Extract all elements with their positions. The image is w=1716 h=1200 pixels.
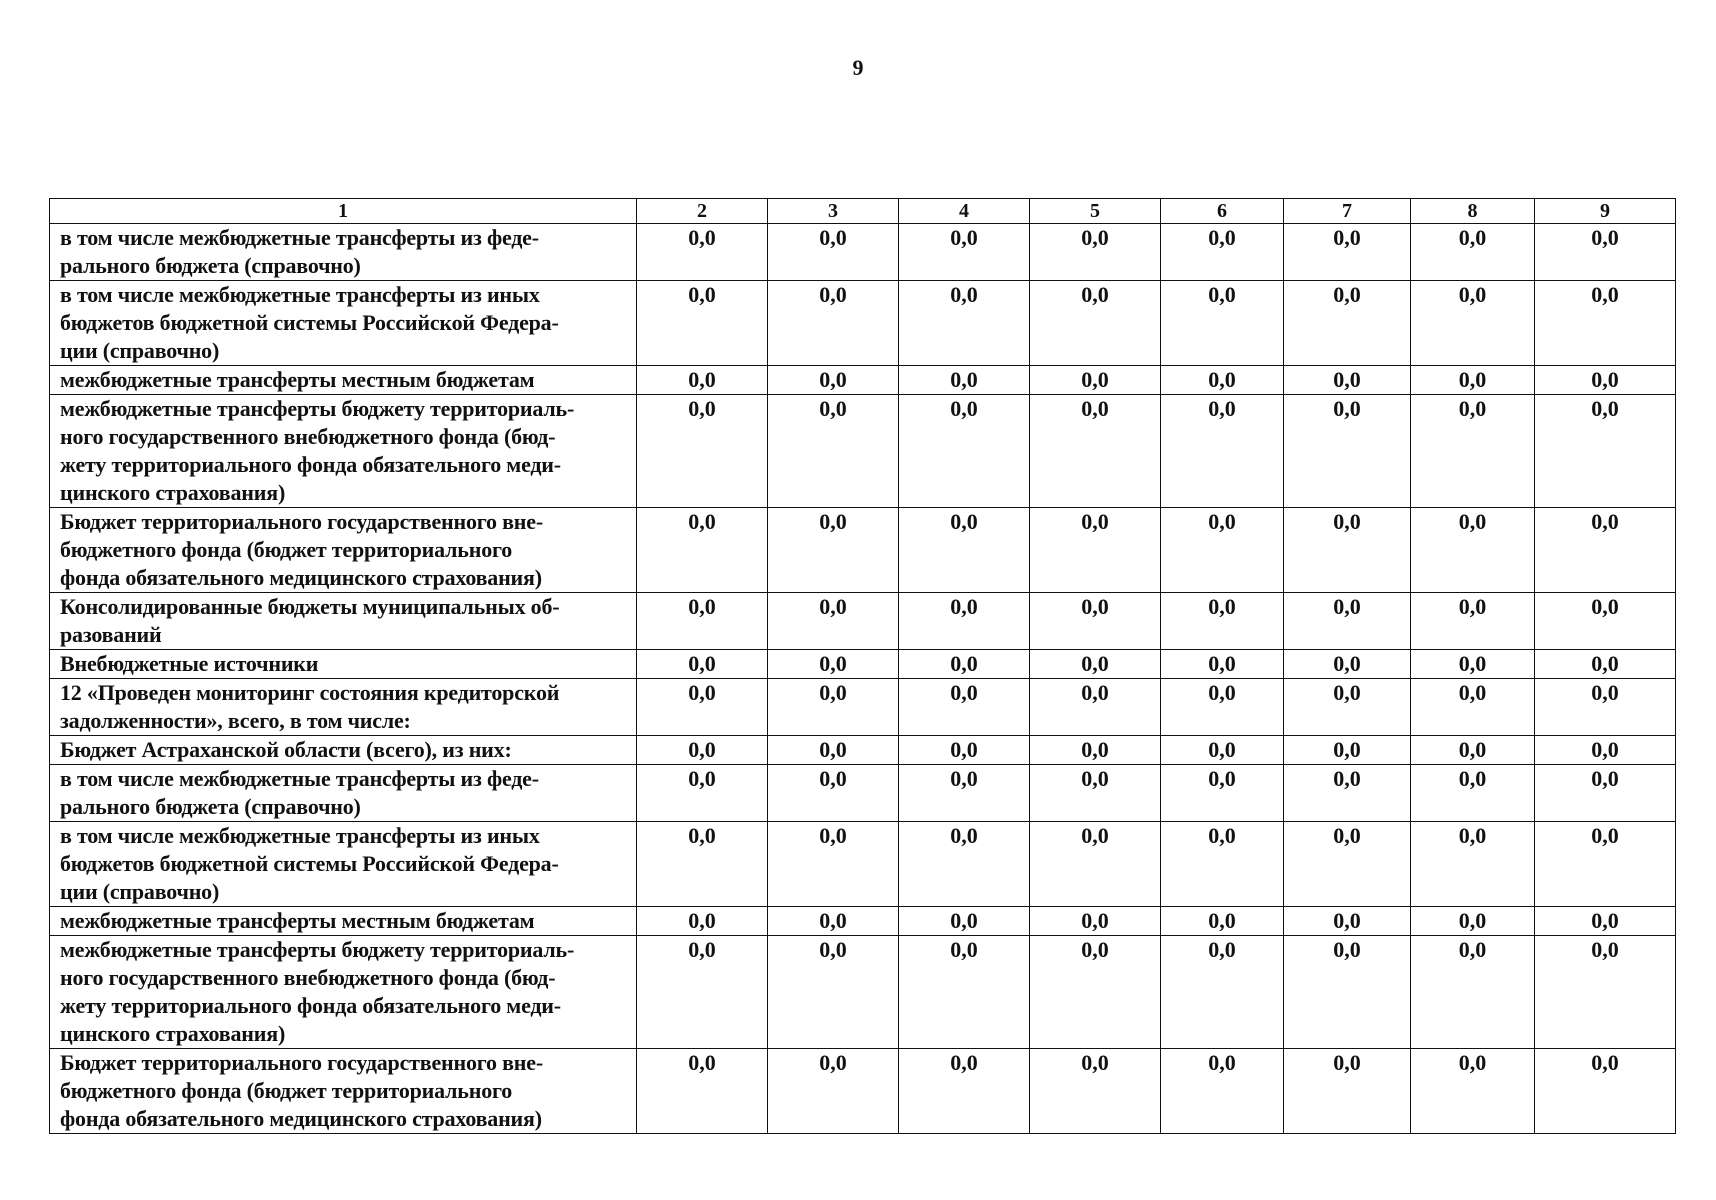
value-cell: 0,0 bbox=[1030, 736, 1161, 765]
row-label-line: рального бюджета (справочно) bbox=[60, 253, 361, 278]
row-label-line: межбюджетные трансферты местным бюджетам bbox=[60, 367, 535, 392]
value-cell: 0,0 bbox=[1535, 366, 1676, 395]
row-label-line: ции (справочно) bbox=[60, 879, 220, 904]
row-label-line: в том числе межбюджетные трансферты из иных bbox=[60, 823, 540, 848]
row-label-line: Бюджет Астраханской области (всего), из них: bbox=[60, 737, 512, 762]
value-cell: 0,0 bbox=[768, 366, 899, 395]
value-cell: 0,0 bbox=[1030, 395, 1161, 508]
value-cell: 0,0 bbox=[1030, 936, 1161, 1049]
row-label-line: бюджетов бюджетной системы Российской Федера- bbox=[60, 310, 559, 335]
value-cell: 0,0 bbox=[1284, 765, 1411, 822]
value-cell: 0,0 bbox=[768, 765, 899, 822]
value-cell: 0,0 bbox=[1161, 907, 1284, 936]
value-cell: 0,0 bbox=[1411, 395, 1535, 508]
row-label-cell bbox=[50, 650, 637, 679]
value-cell: 0,0 bbox=[899, 650, 1030, 679]
row-label-line: задолженности», всего, в том числе: bbox=[60, 708, 411, 733]
table-row bbox=[50, 679, 1676, 736]
value-cell: 0,0 bbox=[1284, 822, 1411, 907]
row-label-line: цинского страхования) bbox=[60, 480, 286, 505]
row-label-line: в том числе межбюджетные трансферты из феде- bbox=[60, 225, 539, 250]
row-label-line: межбюджетные трансферты местным бюджетам bbox=[60, 908, 535, 933]
row-label-line: Бюджет территориального государственного вне- bbox=[60, 1050, 543, 1075]
value-cell: 0,0 bbox=[1284, 679, 1411, 736]
row-label-line: жету территориального фонда обязательного меди- bbox=[60, 993, 561, 1018]
value-cell: 0,0 bbox=[637, 224, 768, 281]
row-label-line: Консолидированные бюджеты муниципальных об- bbox=[60, 594, 560, 619]
table-row bbox=[50, 593, 1676, 650]
table-row bbox=[50, 224, 1676, 281]
column-header: 1 bbox=[50, 199, 637, 224]
value-cell: 0,0 bbox=[637, 936, 768, 1049]
value-cell: 0,0 bbox=[1030, 650, 1161, 679]
value-cell: 0,0 bbox=[637, 366, 768, 395]
row-label-line: рального бюджета (справочно) bbox=[60, 794, 361, 819]
row-label-cell bbox=[50, 1049, 637, 1134]
value-cell: 0,0 bbox=[637, 907, 768, 936]
value-cell: 0,0 bbox=[1411, 593, 1535, 650]
row-label-cell bbox=[50, 936, 637, 1049]
value-cell: 0,0 bbox=[1161, 366, 1284, 395]
value-cell: 0,0 bbox=[1411, 224, 1535, 281]
value-cell: 0,0 bbox=[1411, 736, 1535, 765]
row-label-cell bbox=[50, 822, 637, 907]
value-cell: 0,0 bbox=[1535, 679, 1676, 736]
row-label-line: межбюджетные трансферты бюджету территориаль- bbox=[60, 937, 575, 962]
value-cell: 0,0 bbox=[1535, 822, 1676, 907]
value-cell: 0,0 bbox=[637, 281, 768, 366]
table-row bbox=[50, 822, 1676, 907]
table-row bbox=[50, 366, 1676, 395]
value-cell: 0,0 bbox=[637, 1049, 768, 1134]
value-cell: 0,0 bbox=[899, 765, 1030, 822]
value-cell: 0,0 bbox=[1411, 366, 1535, 395]
row-label-cell bbox=[50, 395, 637, 508]
row-label-cell bbox=[50, 508, 637, 593]
row-label-line: фонда обязательного медицинского страхования) bbox=[60, 565, 542, 590]
row-label-cell bbox=[50, 736, 637, 765]
value-cell: 0,0 bbox=[1284, 650, 1411, 679]
value-cell: 0,0 bbox=[768, 224, 899, 281]
column-header: 5 bbox=[1030, 199, 1161, 224]
row-label-line: бюджетного фонда (бюджет территориального bbox=[60, 537, 513, 562]
value-cell: 0,0 bbox=[1284, 736, 1411, 765]
value-cell: 0,0 bbox=[768, 281, 899, 366]
column-number-row bbox=[50, 199, 1676, 224]
value-cell: 0,0 bbox=[1535, 1049, 1676, 1134]
value-cell: 0,0 bbox=[768, 395, 899, 508]
value-cell: 0,0 bbox=[637, 822, 768, 907]
value-cell: 0,0 bbox=[1161, 508, 1284, 593]
row-label-line: Внебюджетные источники bbox=[60, 651, 319, 676]
row-label-cell bbox=[50, 907, 637, 936]
value-cell: 0,0 bbox=[1284, 593, 1411, 650]
value-cell: 0,0 bbox=[768, 936, 899, 1049]
value-cell: 0,0 bbox=[1411, 508, 1535, 593]
table-row bbox=[50, 281, 1676, 366]
row-label-line: ции (справочно) bbox=[60, 338, 220, 363]
value-cell: 0,0 bbox=[1030, 1049, 1161, 1134]
value-cell: 0,0 bbox=[1284, 936, 1411, 1049]
value-cell: 0,0 bbox=[1411, 679, 1535, 736]
row-label-cell bbox=[50, 765, 637, 822]
value-cell: 0,0 bbox=[1284, 395, 1411, 508]
row-label-line: разований bbox=[60, 622, 162, 647]
value-cell: 0,0 bbox=[899, 508, 1030, 593]
table-row bbox=[50, 508, 1676, 593]
row-label-line: 12 «Проведен мониторинг состояния кредиторской bbox=[60, 680, 560, 705]
value-cell: 0,0 bbox=[1535, 224, 1676, 281]
value-cell: 0,0 bbox=[637, 765, 768, 822]
value-cell: 0,0 bbox=[1284, 907, 1411, 936]
value-cell: 0,0 bbox=[1161, 281, 1284, 366]
row-label-cell bbox=[50, 679, 637, 736]
value-cell: 0,0 bbox=[1535, 936, 1676, 1049]
row-label-cell bbox=[50, 224, 637, 281]
table-row bbox=[50, 936, 1676, 1049]
column-header: 9 bbox=[1535, 199, 1676, 224]
column-header: 2 bbox=[637, 199, 768, 224]
column-header: 6 bbox=[1161, 199, 1284, 224]
budget-table bbox=[49, 198, 1676, 1134]
value-cell: 0,0 bbox=[1284, 224, 1411, 281]
value-cell: 0,0 bbox=[1535, 765, 1676, 822]
table-row bbox=[50, 395, 1676, 508]
value-cell: 0,0 bbox=[1411, 822, 1535, 907]
value-cell: 0,0 bbox=[1161, 224, 1284, 281]
value-cell: 0,0 bbox=[1161, 395, 1284, 508]
value-cell: 0,0 bbox=[1030, 907, 1161, 936]
value-cell: 0,0 bbox=[899, 1049, 1030, 1134]
value-cell: 0,0 bbox=[637, 650, 768, 679]
value-cell: 0,0 bbox=[899, 593, 1030, 650]
row-label-line: бюджетного фонда (бюджет территориального bbox=[60, 1078, 513, 1103]
value-cell: 0,0 bbox=[1535, 736, 1676, 765]
value-cell: 0,0 bbox=[899, 366, 1030, 395]
table-row bbox=[50, 1049, 1676, 1134]
column-header: 3 bbox=[768, 199, 899, 224]
value-cell: 0,0 bbox=[1030, 366, 1161, 395]
value-cell: 0,0 bbox=[1411, 650, 1535, 679]
row-label-cell bbox=[50, 281, 637, 366]
value-cell: 0,0 bbox=[768, 736, 899, 765]
value-cell: 0,0 bbox=[768, 1049, 899, 1134]
row-label-line: бюджетов бюджетной системы Российской Федера- bbox=[60, 851, 559, 876]
value-cell: 0,0 bbox=[1161, 1049, 1284, 1134]
row-label-line: фонда обязательного медицинского страхования) bbox=[60, 1106, 542, 1131]
value-cell: 0,0 bbox=[1030, 679, 1161, 736]
row-label-line: ного государственного внебюджетного фонда (бюд- bbox=[60, 424, 556, 449]
value-cell: 0,0 bbox=[1161, 650, 1284, 679]
value-cell: 0,0 bbox=[1030, 508, 1161, 593]
table-row bbox=[50, 650, 1676, 679]
value-cell: 0,0 bbox=[1284, 1049, 1411, 1134]
value-cell: 0,0 bbox=[899, 679, 1030, 736]
value-cell: 0,0 bbox=[1161, 936, 1284, 1049]
table-row bbox=[50, 907, 1676, 936]
value-cell: 0,0 bbox=[1411, 936, 1535, 1049]
table-row bbox=[50, 736, 1676, 765]
value-cell: 0,0 bbox=[768, 593, 899, 650]
value-cell: 0,0 bbox=[899, 936, 1030, 1049]
value-cell: 0,0 bbox=[899, 224, 1030, 281]
value-cell: 0,0 bbox=[1535, 281, 1676, 366]
row-label-line: межбюджетные трансферты бюджету территориаль- bbox=[60, 396, 575, 421]
value-cell: 0,0 bbox=[899, 281, 1030, 366]
value-cell: 0,0 bbox=[1161, 679, 1284, 736]
value-cell: 0,0 bbox=[768, 822, 899, 907]
value-cell: 0,0 bbox=[1535, 508, 1676, 593]
value-cell: 0,0 bbox=[1411, 765, 1535, 822]
row-label-line: жету территориального фонда обязательного меди- bbox=[60, 452, 561, 477]
row-label-line: в том числе межбюджетные трансферты из феде- bbox=[60, 766, 539, 791]
value-cell: 0,0 bbox=[899, 822, 1030, 907]
column-header: 4 bbox=[899, 199, 1030, 224]
value-cell: 0,0 bbox=[1411, 907, 1535, 936]
value-cell: 0,0 bbox=[899, 907, 1030, 936]
value-cell: 0,0 bbox=[1284, 508, 1411, 593]
column-header: 8 bbox=[1411, 199, 1535, 224]
value-cell: 0,0 bbox=[637, 736, 768, 765]
value-cell: 0,0 bbox=[1411, 281, 1535, 366]
value-cell: 0,0 bbox=[768, 679, 899, 736]
value-cell: 0,0 bbox=[1535, 650, 1676, 679]
value-cell: 0,0 bbox=[1161, 736, 1284, 765]
value-cell: 0,0 bbox=[1161, 822, 1284, 907]
value-cell: 0,0 bbox=[1284, 281, 1411, 366]
value-cell: 0,0 bbox=[1535, 907, 1676, 936]
table-row bbox=[50, 765, 1676, 822]
row-label-line: цинского страхования) bbox=[60, 1021, 286, 1046]
row-label-line: в том числе межбюджетные трансферты из иных bbox=[60, 282, 540, 307]
row-label-cell bbox=[50, 593, 637, 650]
column-header: 7 bbox=[1284, 199, 1411, 224]
value-cell: 0,0 bbox=[1535, 395, 1676, 508]
value-cell: 0,0 bbox=[1161, 765, 1284, 822]
value-cell: 0,0 bbox=[637, 593, 768, 650]
row-label-cell bbox=[50, 366, 637, 395]
value-cell: 0,0 bbox=[1030, 224, 1161, 281]
row-label-line: Бюджет территориального государственного вне- bbox=[60, 509, 543, 534]
value-cell: 0,0 bbox=[768, 650, 899, 679]
row-label-line: ного государственного внебюджетного фонда (бюд- bbox=[60, 965, 556, 990]
value-cell: 0,0 bbox=[1030, 281, 1161, 366]
value-cell: 0,0 bbox=[768, 508, 899, 593]
value-cell: 0,0 bbox=[637, 508, 768, 593]
value-cell: 0,0 bbox=[1411, 1049, 1535, 1134]
value-cell: 0,0 bbox=[1030, 822, 1161, 907]
value-cell: 0,0 bbox=[899, 395, 1030, 508]
value-cell: 0,0 bbox=[1535, 593, 1676, 650]
value-cell: 0,0 bbox=[768, 907, 899, 936]
value-cell: 0,0 bbox=[1284, 366, 1411, 395]
value-cell: 0,0 bbox=[1161, 593, 1284, 650]
value-cell: 0,0 bbox=[1030, 765, 1161, 822]
page-number: 9 bbox=[852, 55, 864, 80]
value-cell: 0,0 bbox=[899, 736, 1030, 765]
value-cell: 0,0 bbox=[1030, 593, 1161, 650]
value-cell: 0,0 bbox=[637, 395, 768, 508]
value-cell: 0,0 bbox=[637, 679, 768, 736]
